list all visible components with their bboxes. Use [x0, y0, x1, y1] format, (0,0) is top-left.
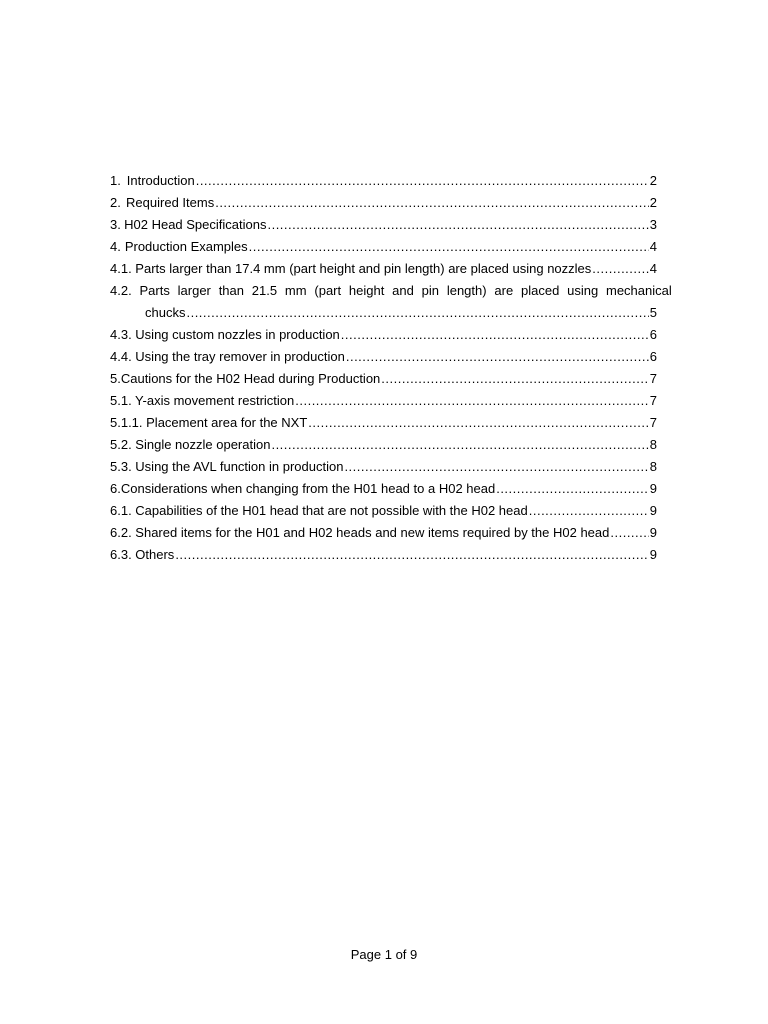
toc-entry-number: 3.	[110, 217, 121, 232]
toc-entry-page: 9	[649, 481, 657, 496]
page-footer	[0, 947, 768, 962]
toc-entry-4-4[interactable]	[110, 342, 657, 364]
toc-entry-page: 9	[649, 503, 657, 518]
toc-entry-4-2[interactable]	[110, 276, 672, 298]
toc-entry-page: 7	[649, 393, 657, 408]
toc-entry-title: Cautions for the H02 Head during Production	[120, 371, 381, 386]
toc-entry-5-2[interactable]	[110, 430, 657, 452]
toc-dot-leader	[186, 305, 648, 320]
toc-entry-5-1-1[interactable]	[110, 408, 657, 430]
toc-entry-title: 5.1.1. Placement area for the NXT	[110, 415, 308, 430]
toc-entry-page: 6	[649, 327, 657, 342]
toc-dot-leader	[215, 195, 649, 210]
toc-dot-leader	[344, 459, 648, 474]
toc-entry-number: 1.	[110, 173, 121, 188]
toc-entry-page: 4	[649, 261, 657, 276]
toc-entry-production-examples[interactable]	[110, 232, 657, 254]
toc-entry-page: 3	[649, 217, 657, 232]
toc-entry-page: 2	[649, 173, 657, 188]
table-of-contents	[110, 166, 672, 562]
toc-entry-4-1[interactable]	[110, 254, 657, 276]
toc-entry-page: 9	[649, 525, 657, 540]
toc-entry-number: 6.	[110, 481, 121, 496]
toc-entry-title: Introduction	[126, 173, 195, 188]
toc-entry-page: 6	[649, 349, 657, 364]
toc-entry-page: 7	[649, 371, 657, 386]
toc-entry-6-1[interactable]	[110, 496, 657, 518]
toc-entry-title: 5.3. Using the AVL function in production	[110, 459, 344, 474]
toc-dot-leader	[267, 217, 648, 232]
toc-entry-number: 2.	[110, 195, 121, 210]
toc-entry-page: 5	[649, 305, 657, 320]
toc-entry-introduction[interactable]	[110, 166, 657, 188]
toc-entry-title: 6.3. Others	[110, 547, 175, 562]
toc-dot-leader	[529, 503, 649, 518]
toc-entry-4-3[interactable]	[110, 320, 657, 342]
toc-dot-leader	[271, 437, 648, 452]
toc-entry-title: 4.2. Parts larger than 21.5 mm (part height and pin length) are placed using mechanical	[110, 283, 672, 298]
toc-dot-leader	[496, 481, 649, 496]
toc-entry-5-3[interactable]	[110, 452, 657, 474]
toc-dot-leader	[610, 525, 648, 540]
toc-entry-6-3[interactable]	[110, 540, 657, 562]
toc-entry-page: 8	[649, 437, 657, 452]
toc-dot-leader	[249, 239, 649, 254]
toc-entry-title: chucks	[145, 305, 186, 320]
toc-dot-leader	[346, 349, 649, 364]
toc-dot-leader	[175, 547, 648, 562]
toc-entry-title: 4.4. Using the tray remover in production	[110, 349, 345, 364]
toc-entry-title: 5.2. Single nozzle operation	[110, 437, 271, 452]
toc-entry-title: 6.1. Capabilities of the H01 head that are not possible with the H02 head	[110, 503, 528, 518]
toc-entry-page: 2	[649, 195, 657, 210]
toc-dot-leader	[196, 173, 649, 188]
toc-entry-number: 4.	[110, 239, 121, 254]
toc-entry-number: 5.	[110, 371, 121, 386]
toc-entry-title: Required Items	[126, 195, 215, 210]
toc-dot-leader	[592, 261, 648, 276]
toc-entry-cautions[interactable]	[110, 364, 657, 386]
toc-entry-4-2-continued[interactable]	[110, 298, 657, 320]
toc-entry-title: Production Examples	[124, 239, 248, 254]
toc-entry-title: H02 Head Specifications	[124, 217, 267, 232]
toc-entry-title: 6.2. Shared items for the H01 and H02 heads and new items required by the H02 head	[110, 525, 610, 540]
toc-entry-title: 4.1. Parts larger than 17.4 mm (part height and pin length) are placed using nozzles	[110, 261, 592, 276]
toc-entry-5-1[interactable]	[110, 386, 657, 408]
toc-dot-leader	[308, 415, 648, 430]
page-number-label: Page 1 of 9	[350, 947, 418, 962]
toc-entry-page: 7	[649, 415, 657, 430]
toc-dot-leader	[381, 371, 648, 386]
toc-entry-title: Considerations when changing from the H01 head to a H02 head	[120, 481, 496, 496]
toc-entry-required-items[interactable]	[110, 188, 657, 210]
toc-dot-leader	[295, 393, 649, 408]
toc-entry-page: 9	[649, 547, 657, 562]
toc-dot-leader	[341, 327, 649, 342]
toc-entry-title: 4.3. Using custom nozzles in production	[110, 327, 340, 342]
toc-entry-page: 4	[649, 239, 657, 254]
toc-entry-considerations[interactable]	[110, 474, 657, 496]
toc-entry-page: 8	[649, 459, 657, 474]
toc-entry-h02-head-specifications[interactable]	[110, 210, 657, 232]
toc-entry-title: 5.1. Y-axis movement restriction	[110, 393, 295, 408]
toc-entry-6-2[interactable]	[110, 518, 657, 540]
